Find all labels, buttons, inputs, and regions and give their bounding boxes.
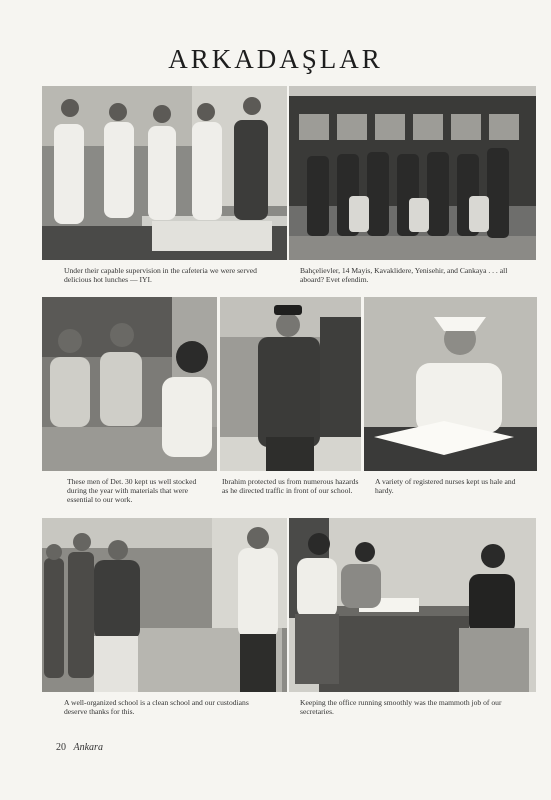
traffic-caption: Ibrahim protected us from numerous hazards as he directed traffic in front of our school. [222,477,359,495]
secretaries-photo [289,518,536,692]
traffic-officer-photo [220,297,361,471]
page-footer [56,742,103,753]
cafeteria-caption: Under their capable supervision in the cafeteria we were served delicious hot lunches — IYI. [64,266,257,284]
cafeteria-staff-photo [42,86,287,260]
nurse-photo [364,297,537,471]
det-30-men-photo [42,297,217,471]
bus-caption: Bahçelievler, 14 Mayis, Kavaklidere, Yenisehir, and Cankaya . . . all aboard? Evet efendim. [300,266,508,284]
page-number: 20 [56,742,66,753]
publication-name: Ankara [73,742,103,753]
custodians-caption: A well-organized school is a clean school and our custodians deserve thanks for this. [64,698,249,716]
bus-group-photo [289,86,536,260]
secretaries-caption: Keeping the office running smoothly was the mammoth job of our secretaries. [300,698,502,716]
page-title: ARKADAŞLAR [168,44,383,74]
nurses-caption: A variety of registered nurses kept us hale and hardy. [375,477,516,495]
custodians-photo [42,518,287,692]
det30-caption: These men of Det. 30 kept us well stocked during the year with materials that were essential to our work. [67,477,197,504]
